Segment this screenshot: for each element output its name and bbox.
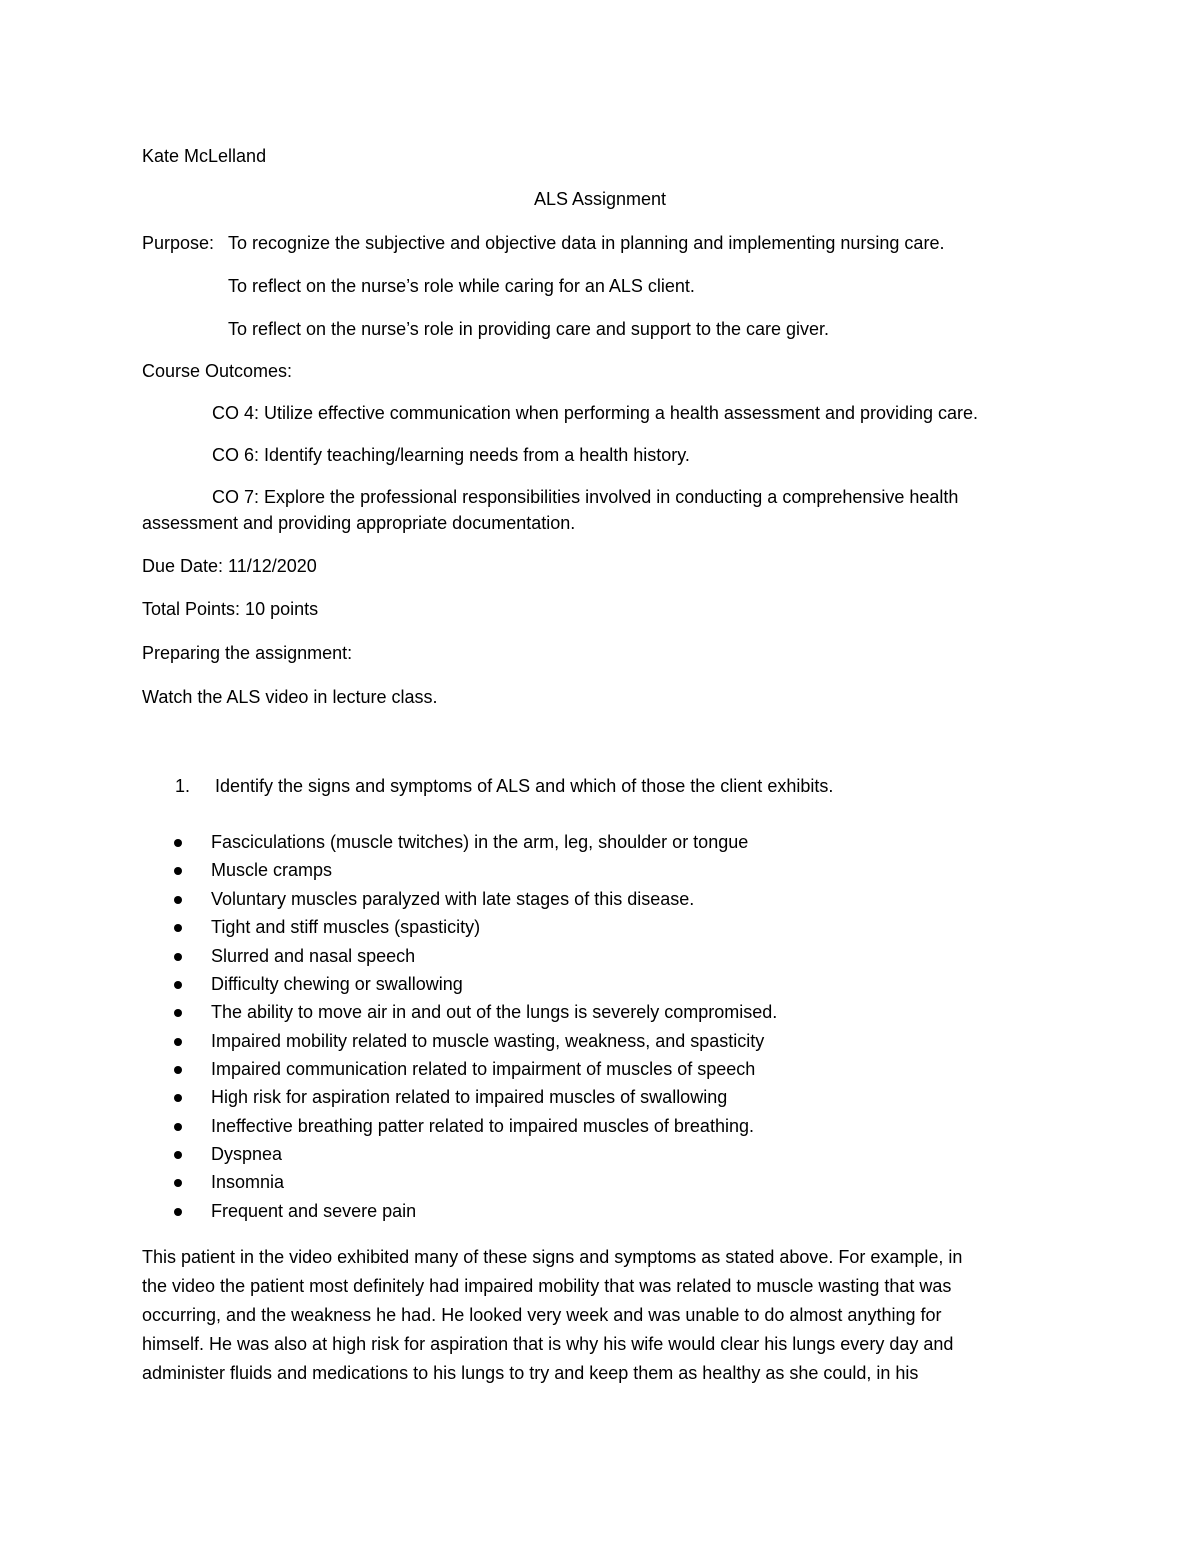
bullet-icon (174, 1009, 182, 1017)
question-number: 1. (175, 776, 191, 796)
bullet-icon (174, 981, 182, 989)
bullet-icon (174, 924, 182, 932)
total-points: Total Points: 10 points (142, 599, 319, 619)
course-outcome-co7-line2: assessment and providing appropriate documentation. (142, 513, 576, 533)
preparing-heading: Preparing the assignment: (142, 643, 353, 663)
instruction-text: Watch the ALS video in lecture class. (142, 687, 438, 707)
symptom-item: Dyspnea (211, 1144, 283, 1164)
answer-line: administer fluids and medications to his lungs to try and keep them as healthy as she could, in his (142, 1363, 919, 1383)
symptom-item: Impaired mobility related to muscle wasting, weakness, and spasticity (211, 1031, 765, 1051)
bullet-icon (174, 867, 182, 875)
author-name: Kate McLelland (142, 146, 267, 166)
answer-line: This patient in the video exhibited many of these signs and symptoms as stated above. For example, in (142, 1247, 963, 1267)
bullet-icon (174, 1066, 182, 1074)
symptom-item: Muscle cramps (211, 860, 333, 880)
bullet-icon (174, 1179, 182, 1187)
bullet-icon (174, 1094, 182, 1102)
symptom-item: Fasciculations (muscle twitches) in the arm, leg, shoulder or tongue (211, 832, 749, 852)
symptom-item: Ineffective breathing patter related to impaired muscles of breathing. (211, 1116, 754, 1136)
bullet-icon (174, 1123, 182, 1131)
symptom-item: Difficulty chewing or swallowing (211, 974, 463, 994)
course-outcome-co7-line1: CO 7: Explore the professional responsibilities involved in conducting a comprehensive health (212, 487, 959, 507)
course-outcome-co4: CO 4: Utilize effective communication when performing a health assessment and providing care. (212, 403, 979, 423)
bullet-icon (174, 896, 182, 904)
symptom-item: Impaired communication related to impairment of muscles of speech (211, 1059, 756, 1079)
bullet-icon (174, 1151, 182, 1159)
bullet-icon (174, 953, 182, 961)
course-outcome-co6: CO 6: Identify teaching/learning needs from a health history. (212, 445, 690, 465)
symptom-item: Insomnia (211, 1172, 285, 1192)
bullet-icon (174, 1208, 182, 1216)
purpose-item-1: To recognize the subjective and objective data in planning and implementing nursing care. (228, 233, 945, 253)
purpose-item-3: To reflect on the nurse’s role in providing care and support to the care giver. (228, 319, 830, 339)
document-title: ALS Assignment (533, 189, 667, 209)
symptom-item: Frequent and severe pain (211, 1201, 417, 1221)
symptom-item: Tight and stiff muscles (spasticity) (211, 917, 481, 937)
course-outcomes-label: Course Outcomes: (142, 361, 293, 381)
symptom-item: High risk for aspiration related to impaired muscles of swallowing (211, 1087, 728, 1107)
bullet-icon (174, 839, 182, 847)
answer-line: occurring, and the weakness he had. He looked very week and was unable to do almost anything for (142, 1305, 942, 1325)
due-date: Due Date: 11/12/2020 (142, 556, 317, 576)
answer-line: the video the patient most definitely had impaired mobility that was related to muscle wasting that was (142, 1276, 952, 1296)
symptom-item: Voluntary muscles paralyzed with late stages of this disease. (211, 889, 695, 909)
bullet-icon (174, 1038, 182, 1046)
purpose-label: Purpose: (142, 233, 215, 253)
symptom-item: The ability to move air in and out of the lungs is severely compromised. (211, 1002, 778, 1022)
question-text: Identify the signs and symptoms of ALS and which of those the client exhibits. (215, 776, 834, 796)
answer-paragraph (142, 1243, 1062, 1388)
symptom-item: Slurred and nasal speech (211, 946, 416, 966)
purpose-item-2: To reflect on the nurse’s role while caring for an ALS client. (228, 276, 695, 296)
answer-line: himself. He was also at high risk for aspiration that is why his wife would clear his lungs every day and (142, 1334, 954, 1354)
